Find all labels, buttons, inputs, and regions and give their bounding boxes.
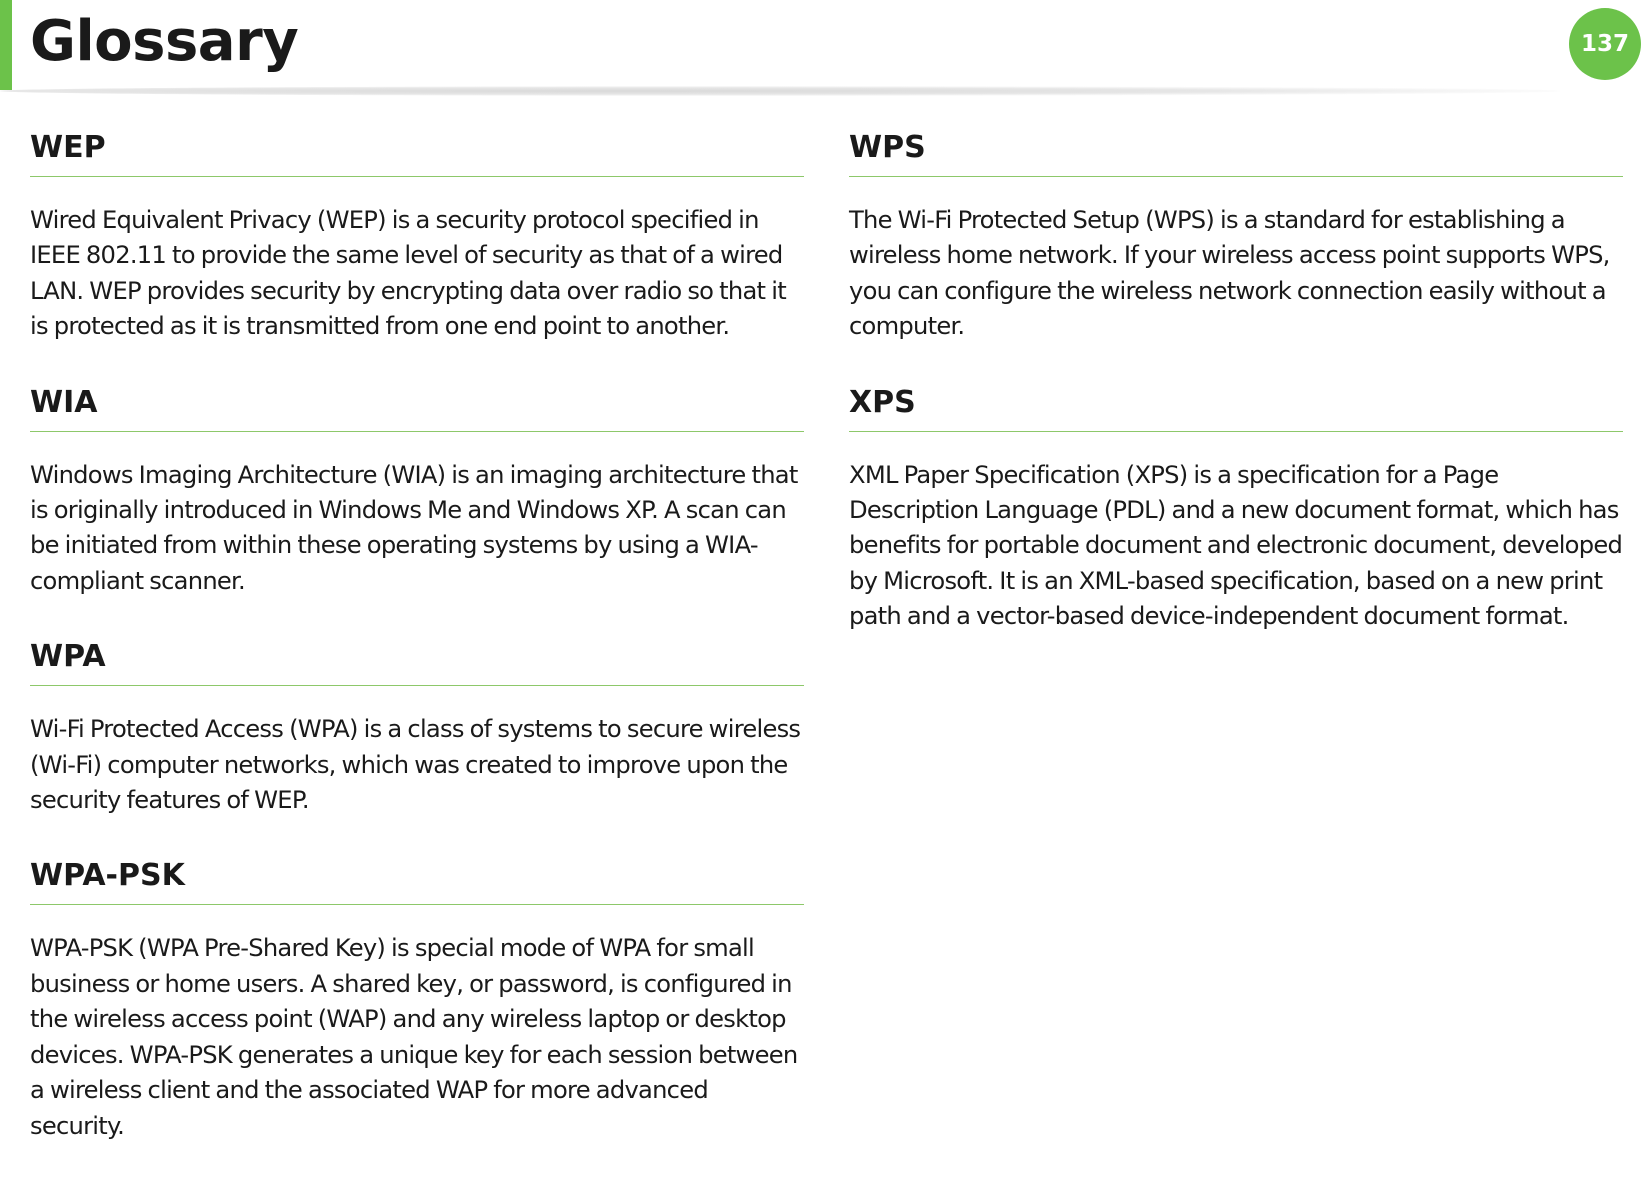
- term-divider: [30, 685, 804, 686]
- glossary-term: WIA: [30, 384, 98, 420]
- glossary-entry-wpa: [30, 637, 804, 818]
- glossary-definition: Wired Equivalent Privacy (WEP) is a security protocol specified in IEEE 802.11 to provide the same level of security as that of a wired LAN. WEP provides security by encrypting data over radio so that it is protected as it is transmitted from one end point to another.: [30, 206, 786, 341]
- term-divider: [30, 431, 804, 432]
- glossary-definition: Windows Imaging Architecture (WIA) is an imaging architecture that is originally introduced in Windows Me and Windows XP. A scan can be initiated from within these operating systems by using a WIA-compliant scanner.: [30, 460, 798, 595]
- glossary-entry-wps: [849, 128, 1623, 345]
- page-number-badge: 137: [1569, 8, 1641, 80]
- glossary-right-column: [849, 128, 1623, 673]
- term-divider: [849, 176, 1623, 177]
- glossary-definition: WPA-PSK (WPA Pre-Shared Key) is special mode of WPA for small business or home users. A shared key, or password, is configured in the wireless access point (WAP) and any wireless laptop or desktop devices. WPA-PSK generates a unique key for each session between a wireless client and the associated WAP for more advanced security.: [30, 934, 798, 1140]
- term-divider: [30, 176, 804, 177]
- glossary-term: WPS: [849, 130, 926, 165]
- glossary-term: WPA: [30, 639, 106, 675]
- glossary-term: WEP: [30, 130, 106, 165]
- term-divider: [849, 431, 1623, 432]
- glossary-term: WPA-PSK: [30, 858, 185, 894]
- glossary-term: XPS: [849, 384, 916, 420]
- header-divider: [0, 86, 1560, 96]
- header-accent-bar: [0, 0, 12, 90]
- glossary-definition: Wi-Fi Protected Access (WPA) is a class of systems to secure wireless (Wi-Fi) computer networks, which was created to improve upon the security features of WEP.: [30, 715, 801, 815]
- page-title: Glossary: [30, 9, 299, 74]
- glossary-entry-wep: [30, 128, 804, 345]
- glossary-definition: The Wi-Fi Protected Setup (WPS) is a standard for establishing a wireless home network. If your wireless access point supports WPS, you can configure the wireless network connection easily without a computer.: [849, 206, 1610, 341]
- glossary-left-column: [30, 128, 804, 1182]
- glossary-entry-wia: [30, 383, 804, 600]
- term-divider: [30, 904, 804, 905]
- glossary-definition: XML Paper Specification (XPS) is a specification for a Page Description Language (PDL) and a new document format, which has benefits for portable document and electronic document, developed by Microsoft. It is an XML-based specification, based on a new print path and a vector-based device-independent document format.: [849, 460, 1623, 631]
- glossary-entry-wpa-psk: [30, 856, 804, 1143]
- glossary-entry-xps: [849, 383, 1623, 635]
